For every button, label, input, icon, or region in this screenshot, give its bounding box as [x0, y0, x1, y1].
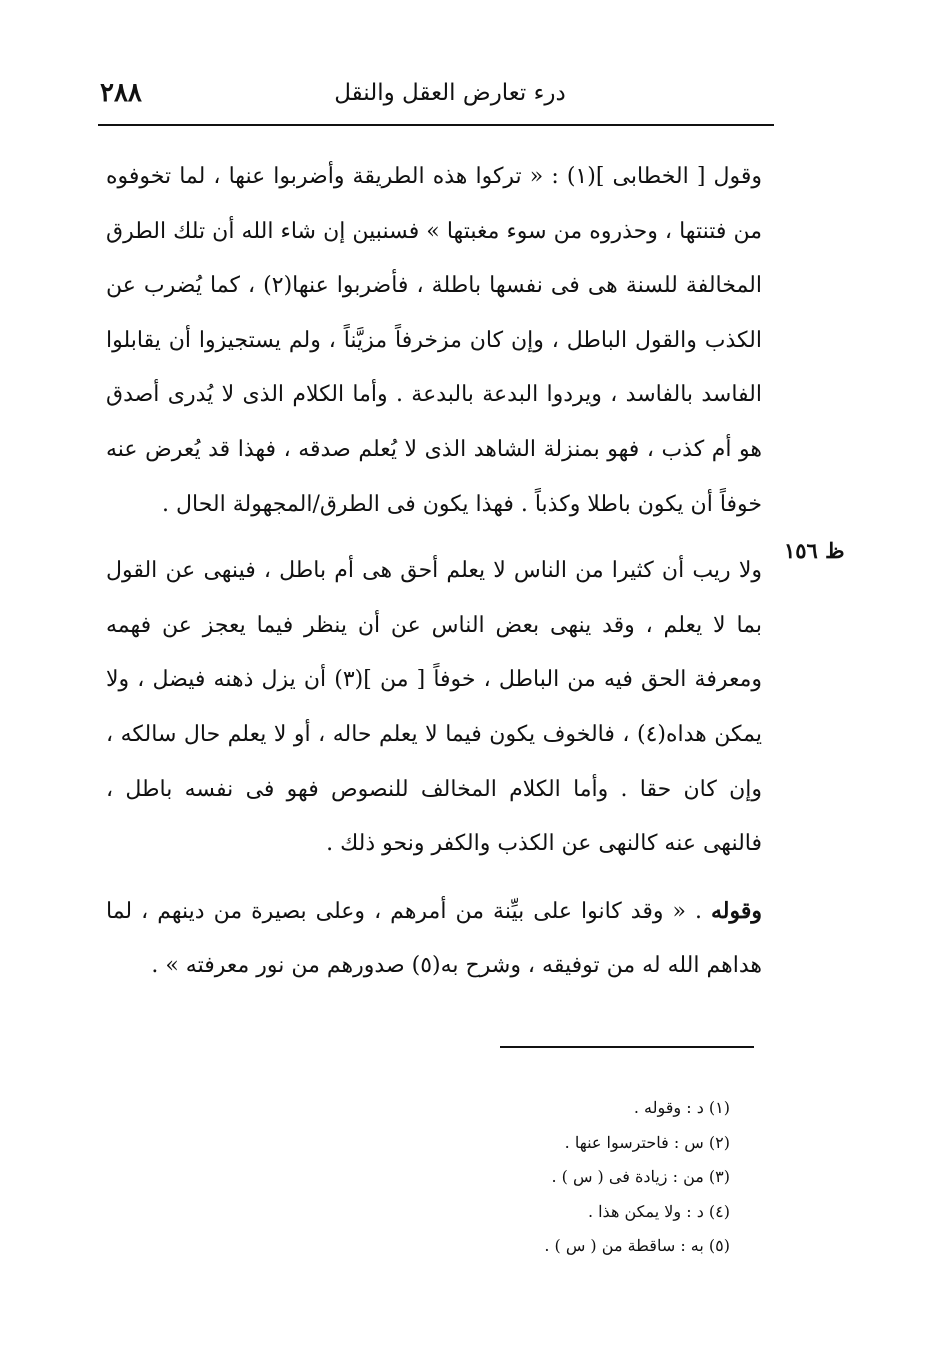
paragraph-3-text: . « وقد كانوا على بيِّنة من أمرهم ، وعلى بصيرة من دينهم ، لما هداهم الله له من توفيقه ، وشرح به(٥) صدورهم من نور معرفته » .	[106, 898, 762, 979]
page-number: ٢٨٨	[100, 78, 142, 108]
footnote-1: (١) د : وقوله .	[633, 1098, 730, 1117]
footnote-5: (٥) به : ساقطة من ( س ) .	[544, 1236, 730, 1255]
paragraph-2: ولا ريب أن كثيرا من الناس لا يعلم أحق هى أم باطل ، فينهى عن القول بما لا يعلم ، وقد ينهى بعض الناس عن أن ينظر فيما يعجز عن فهمه ومعرفة الحق فيه من الباطل ، خوفاً [ من ](٣) أن يزل ذهنه فيضل ، ولا يمكن هداه(٤) ، فالخوف يكون فيما لا يعلم حاله ، أو لا يعلم حال سالكه ، وإن كان حقا . وأما الكلام المخالف للنصوص فهو فى نفسه باطل ، فالنهى عنه كالنهى عن الكذب والكفر ونحو ذلك .	[106, 558, 762, 857]
running-title: درء تعارض العقل والنقل	[334, 80, 566, 106]
footnotes	[310, 1091, 730, 1264]
body-text	[106, 150, 762, 994]
footnote-4: (٤) د : ولا يمكن هذا .	[587, 1201, 730, 1221]
header-divider	[98, 124, 774, 126]
footnote-divider	[500, 1046, 754, 1048]
footnote-2: (٢) س : فاحترسوا عنها .	[564, 1132, 730, 1152]
paragraph-1: وقول [ الخطابى ](١) : « تركوا هذه الطريقة وأضربوا عنها ، لما تخوفوه من فتنتها ، وحذروه من سوء مغبتها » فسنبين إن شاء الله أن تلك الطرق المخالفة للسنة هى فى نفسها باطلة ، فأضربوا عنها(٢) ، كما يُضرب عن الكذب والقول الباطل ، وإن كان مزخرفاً مزيَّناً ، ولم يستجيزوا أن يقابلوا الفاسد بالفاسد ، ويردوا البدعة بالبدعة . وأما الكلام الذى لا يُدرى أصدق هو أم كذب ، فهو بمنزلة الشاهد الذى لا يُعلم صدقه ، فهذا قد يُعرض عنه خوفاً أن يكون باطلا وكذباً . فهذا يكون فى الطرق/المجهولة الحال .	[106, 164, 762, 517]
paragraph-3-lead: وقوله	[710, 897, 762, 924]
manuscript-folio-note: ظ ١٥٦	[784, 538, 845, 563]
paragraph-3	[106, 884, 762, 994]
footnote-3: (٣) من : زيادة فى ( س ) .	[551, 1167, 730, 1186]
page-header	[100, 78, 774, 118]
